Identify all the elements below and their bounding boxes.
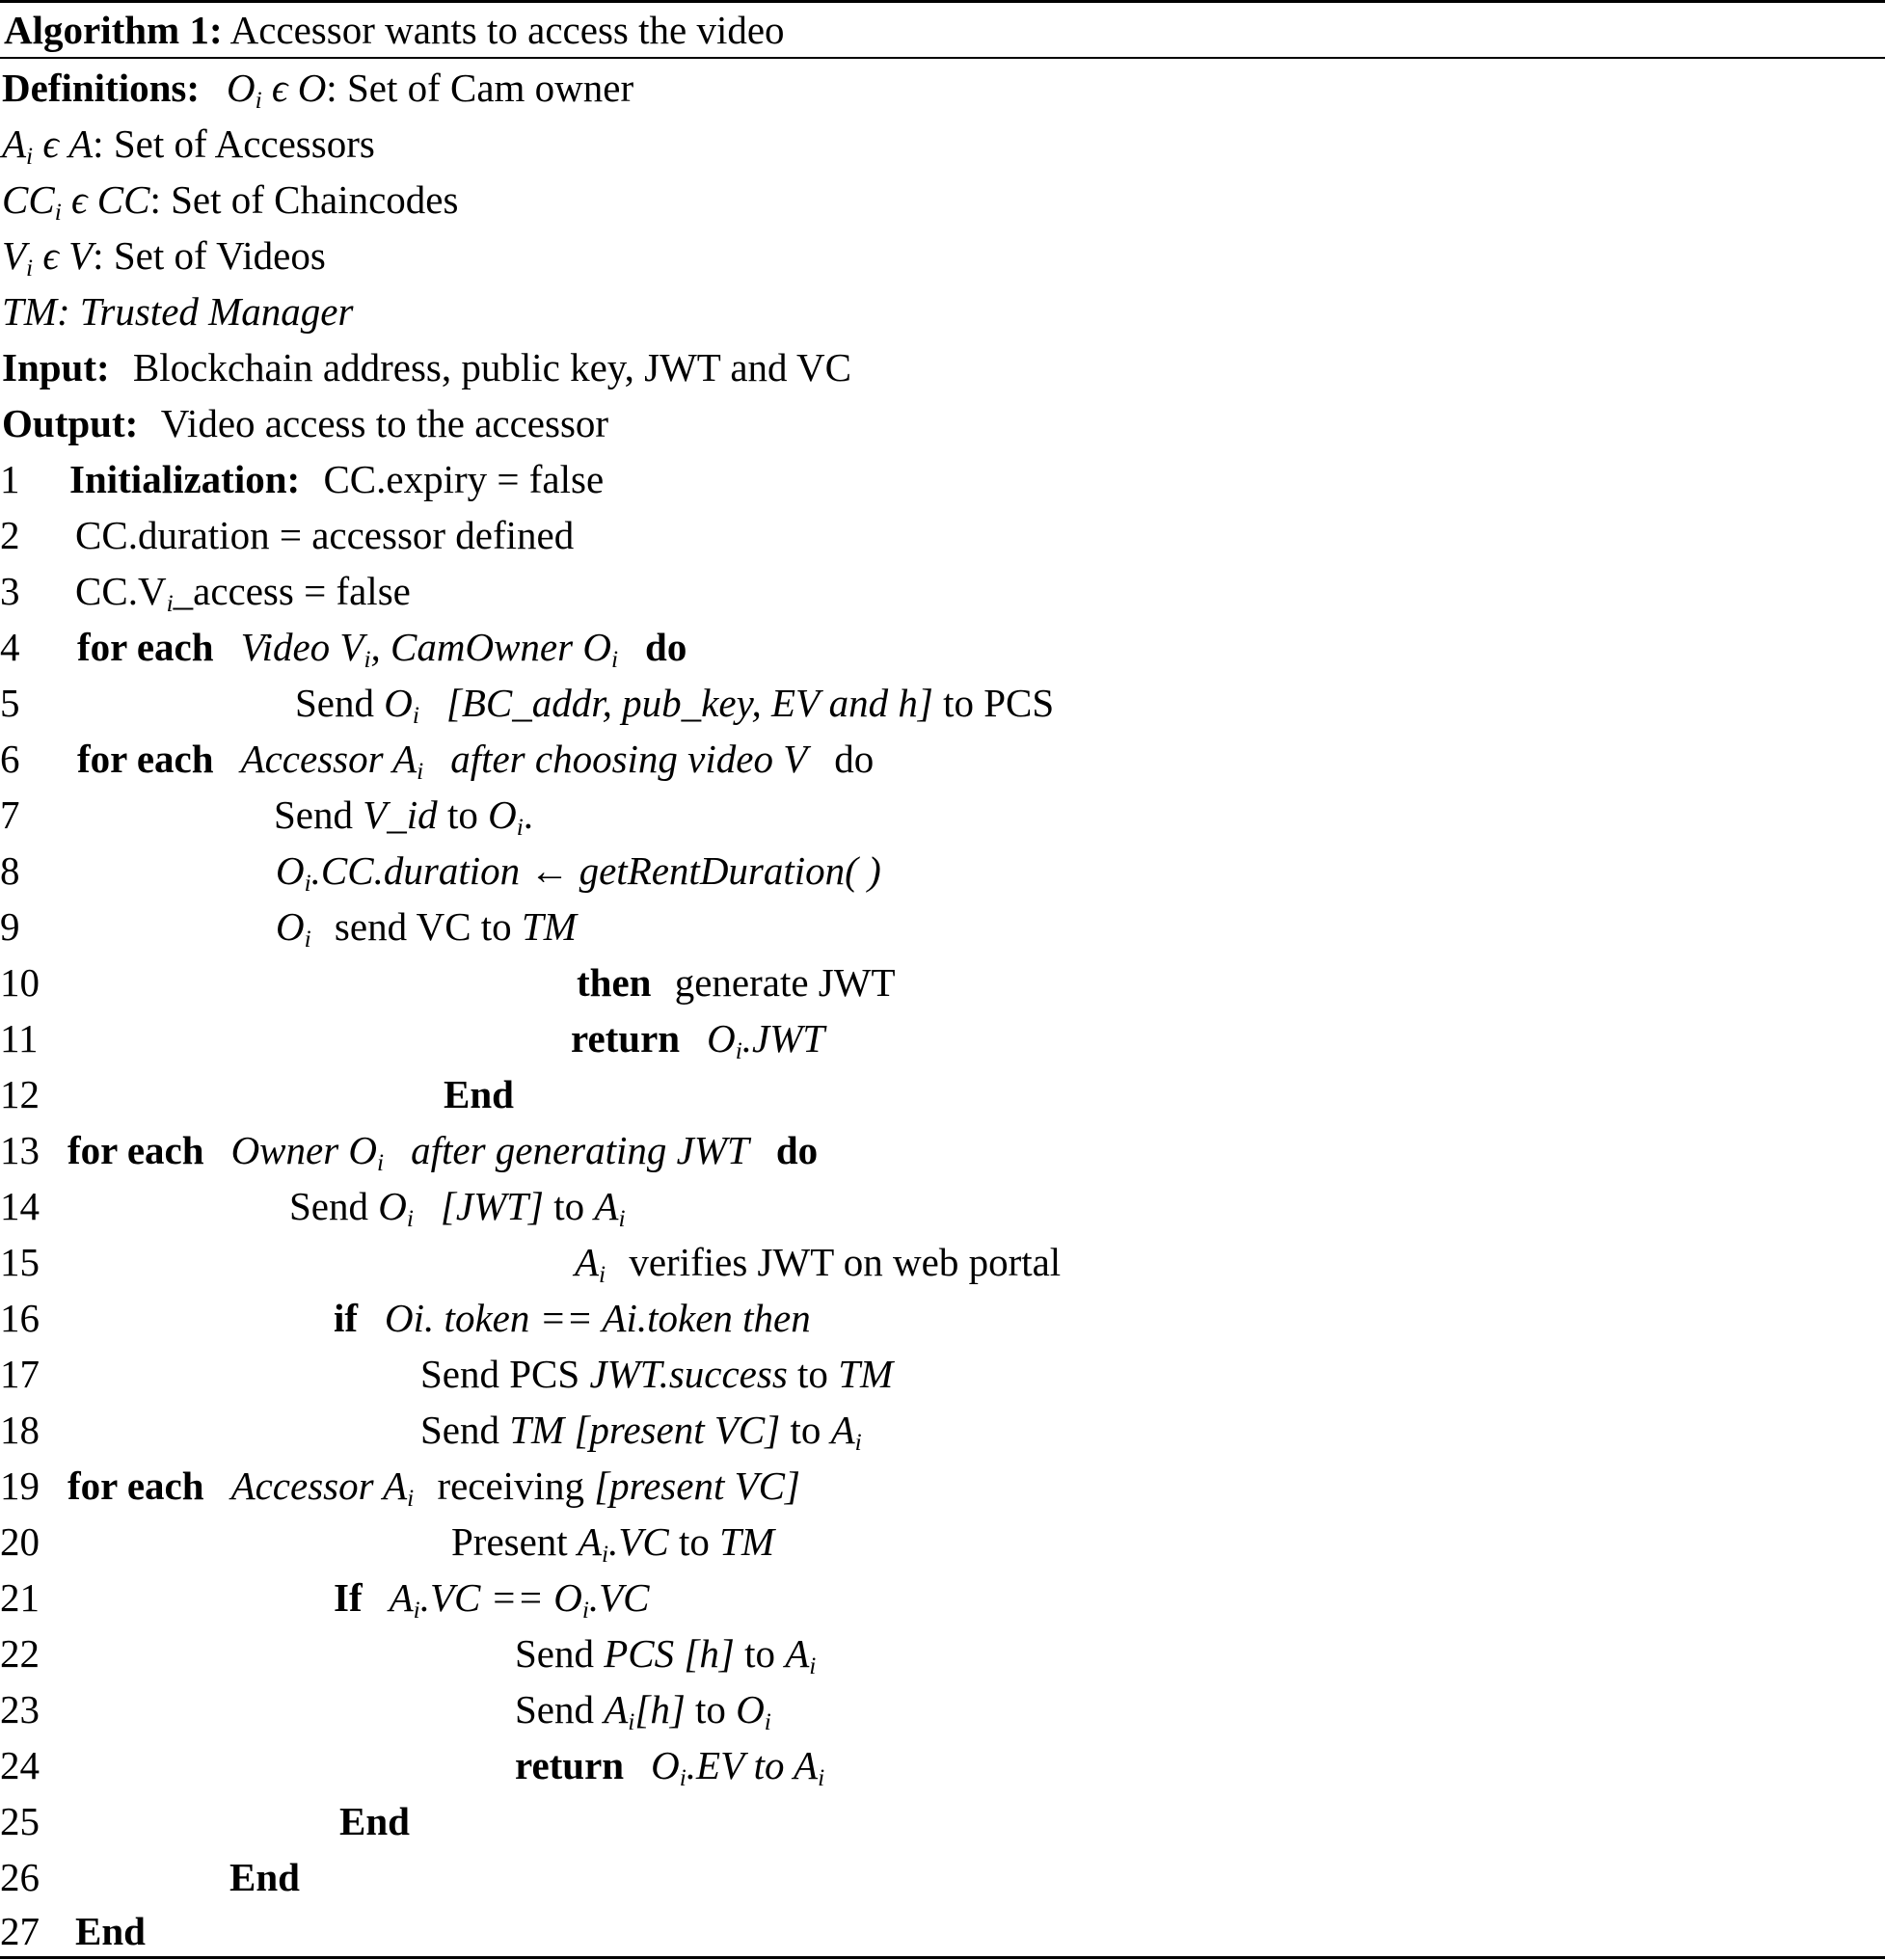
step-text: Accessor A	[240, 737, 417, 781]
step-text: A	[785, 1631, 810, 1676]
step-text: O	[276, 904, 305, 949]
output-label: Output:	[2, 401, 139, 445]
line-number: 13	[0, 1128, 40, 1172]
step-text: CC.expiry = false	[313, 457, 605, 501]
definitions-label: Definitions:	[2, 66, 200, 110]
step-text: to	[668, 1519, 720, 1564]
step-text: A	[830, 1408, 855, 1452]
def-owner-sub: i	[255, 87, 262, 115]
subscript: i	[407, 1485, 415, 1513]
step-text: after choosing video V	[450, 737, 808, 781]
line-number: 1	[0, 457, 20, 501]
step-text: .VC	[608, 1519, 669, 1564]
def-video-set: ϵ V	[33, 233, 94, 278]
step-text: .EV to A	[686, 1743, 819, 1787]
step-text: A	[389, 1575, 414, 1620]
step-text: O	[707, 1016, 736, 1061]
keyword: for each	[77, 737, 214, 781]
line-number: 9	[0, 904, 20, 949]
subscript: i	[516, 814, 524, 842]
keyword: If	[334, 1575, 363, 1620]
step-text: .CC.duration ← getRentDuration( )	[310, 848, 881, 893]
input-label: Input:	[2, 345, 110, 389]
step-text: Oi. token == Ai.token then	[385, 1296, 811, 1340]
subscript: i	[417, 758, 424, 786]
keyword: return	[515, 1743, 625, 1787]
step-text: JWT.success	[589, 1352, 788, 1396]
def-owner-desc: : Set of Cam owner	[326, 66, 634, 110]
step-text: A	[575, 1240, 600, 1284]
step-text: Present	[451, 1519, 578, 1564]
step-text: PCS [h]	[604, 1631, 735, 1676]
subscript: i	[599, 1261, 606, 1289]
line-number: 19	[0, 1463, 40, 1508]
line-number: 27	[0, 1909, 40, 1953]
def-chaincode-symbol: CC	[2, 177, 55, 222]
definitions-line	[2, 60, 633, 116]
step-text: V_id	[363, 792, 438, 837]
step-text: Send	[420, 1408, 510, 1452]
line-number: 21	[0, 1575, 40, 1620]
subscript: i	[809, 1652, 817, 1680]
subscript: i	[610, 646, 619, 674]
definition-videos	[2, 228, 326, 283]
step-text: to	[685, 1687, 737, 1732]
step-text: TM	[838, 1352, 894, 1396]
subscript: i	[854, 1429, 862, 1457]
step-text: .	[523, 792, 534, 837]
subscript: i	[406, 1205, 414, 1233]
def-accessor-sub: i	[26, 143, 34, 171]
step-text: to	[780, 1408, 831, 1452]
line-number: 24	[0, 1743, 40, 1787]
line-number: 12	[0, 1072, 40, 1116]
step-text: A	[604, 1687, 629, 1732]
algorithm-label: Algorithm 1:	[4, 8, 223, 52]
subscript: i	[679, 1764, 687, 1792]
step-text: .VC == O	[419, 1575, 582, 1620]
keyword: End	[229, 1855, 300, 1899]
keyword: Initialization:	[69, 457, 301, 501]
definition-trusted-manager	[2, 283, 353, 339]
def-video-sub: i	[26, 255, 34, 282]
def-video-symbol: V	[2, 233, 27, 278]
keyword: for each	[67, 1128, 204, 1172]
def-owner-symbol: O	[227, 66, 256, 110]
step-text: O	[736, 1687, 765, 1732]
keyword: do	[645, 625, 687, 669]
step-text: to	[544, 1184, 595, 1228]
step-text: [BC_addr, pub_key, EV and h]	[445, 681, 933, 725]
keyword: End	[75, 1909, 146, 1953]
step-text: .VC	[588, 1575, 650, 1620]
subscript: i	[581, 1597, 589, 1624]
line-number: 2	[0, 513, 20, 557]
step-text: to	[787, 1352, 839, 1396]
input-text: Blockchain address, public key, JWT and VC	[122, 345, 851, 389]
subscript: i	[618, 1205, 626, 1233]
step-text: generate JWT	[664, 960, 896, 1005]
def-video-desc: : Set of Videos	[93, 233, 326, 278]
keyword: for each	[77, 625, 214, 669]
subscript: i	[304, 870, 311, 898]
keyword: End	[339, 1799, 410, 1843]
line-number: 25	[0, 1799, 40, 1843]
step-text: Send	[295, 681, 385, 725]
line-number: 7	[0, 792, 20, 837]
subscript: i	[304, 926, 311, 953]
subscript: i	[764, 1708, 771, 1736]
step-text: A	[577, 1519, 602, 1564]
algorithm-title-text: Accessor wants to access the video	[222, 8, 785, 52]
line-number: 26	[0, 1855, 40, 1899]
step-text: [h]	[634, 1687, 686, 1732]
keyword: do	[775, 1128, 819, 1172]
bottom-rule	[0, 1956, 1885, 1959]
step-text: _access = false	[173, 569, 411, 613]
line-number: 18	[0, 1408, 40, 1452]
step-text: O	[276, 848, 305, 893]
line-number: 20	[0, 1519, 40, 1564]
line-number: 15	[0, 1240, 40, 1284]
line-number: 14	[0, 1184, 40, 1228]
step-text: to	[734, 1631, 786, 1676]
step-text: [JWT]	[440, 1184, 544, 1228]
subscript: i	[818, 1764, 825, 1792]
line-number: 6	[0, 737, 20, 781]
def-accessor-symbol: A	[2, 121, 27, 166]
step-text: Send	[274, 792, 364, 837]
def-chaincode-set: ϵ CC	[61, 177, 150, 222]
def-chaincode-desc: : Set of Chaincodes	[149, 177, 459, 222]
step-text: .JWT	[741, 1016, 825, 1061]
line-number: 11	[0, 1016, 39, 1061]
subscript: i	[413, 1597, 420, 1624]
input-line	[2, 339, 851, 395]
step-text: Send PCS	[420, 1352, 590, 1396]
def-owner-set: ϵ O	[261, 66, 327, 110]
step-text: Send	[515, 1631, 605, 1676]
subscript: i	[628, 1708, 635, 1736]
subscript: i	[735, 1037, 742, 1065]
step-text: send VC to	[324, 904, 522, 949]
step-text: TM	[719, 1519, 775, 1564]
subscript: i	[602, 1541, 609, 1569]
subscript: i	[166, 590, 174, 618]
line-number: 17	[0, 1352, 40, 1396]
step-text: Send	[515, 1687, 605, 1732]
step-text: CC.V	[75, 569, 167, 613]
line-number: 16	[0, 1296, 40, 1340]
line-number: 4	[0, 625, 20, 669]
step-text: Owner O	[230, 1128, 378, 1172]
output-line	[2, 395, 608, 451]
step-text: O	[384, 681, 413, 725]
subscript: i	[364, 646, 371, 674]
subscript: i	[377, 1149, 385, 1177]
step-text: A	[594, 1184, 619, 1228]
step-text: TM	[521, 904, 577, 949]
line-number: 3	[0, 569, 20, 613]
line-number: 5	[0, 681, 20, 725]
algorithm-title	[4, 2, 785, 58]
step-text: to PCS	[932, 681, 1055, 725]
definition-chaincodes	[2, 172, 458, 228]
step-text: Video V	[240, 625, 364, 669]
keyword: if	[334, 1296, 359, 1340]
line-number: 23	[0, 1687, 40, 1732]
line-number: 8	[0, 848, 20, 893]
keyword: then	[577, 960, 652, 1005]
step-text: O	[378, 1184, 407, 1228]
step-text: verifies JWT on web portal	[619, 1240, 1062, 1284]
step-text: do	[834, 737, 875, 781]
step-text: to	[437, 792, 489, 837]
step-text: O	[488, 792, 517, 837]
def-accessor-set: ϵ A	[33, 121, 94, 166]
step-text: after generating JWT	[411, 1128, 749, 1172]
step-text: Accessor A	[230, 1463, 408, 1508]
definition-accessors	[2, 116, 375, 172]
line-number: 10	[0, 960, 40, 1005]
step-text: O	[651, 1743, 680, 1787]
output-text: Video access to the accessor	[151, 401, 609, 445]
keyword: for each	[67, 1463, 204, 1508]
keyword: return	[571, 1016, 681, 1061]
step-text: , CamOwner O	[370, 625, 611, 669]
def-tm-text: TM: Trusted Manager	[2, 289, 354, 334]
step-text: CC.duration = accessor defined	[75, 513, 575, 557]
def-accessor-desc: : Set of Accessors	[93, 121, 375, 166]
step-text: Send	[289, 1184, 379, 1228]
subscript: i	[412, 702, 419, 730]
line-number: 22	[0, 1631, 40, 1676]
step-text: [present VC]	[594, 1463, 800, 1508]
step-text: receiving	[427, 1463, 595, 1508]
def-chaincode-sub: i	[54, 199, 62, 227]
keyword: End	[444, 1072, 514, 1116]
step-text: TM [present VC]	[509, 1408, 781, 1452]
